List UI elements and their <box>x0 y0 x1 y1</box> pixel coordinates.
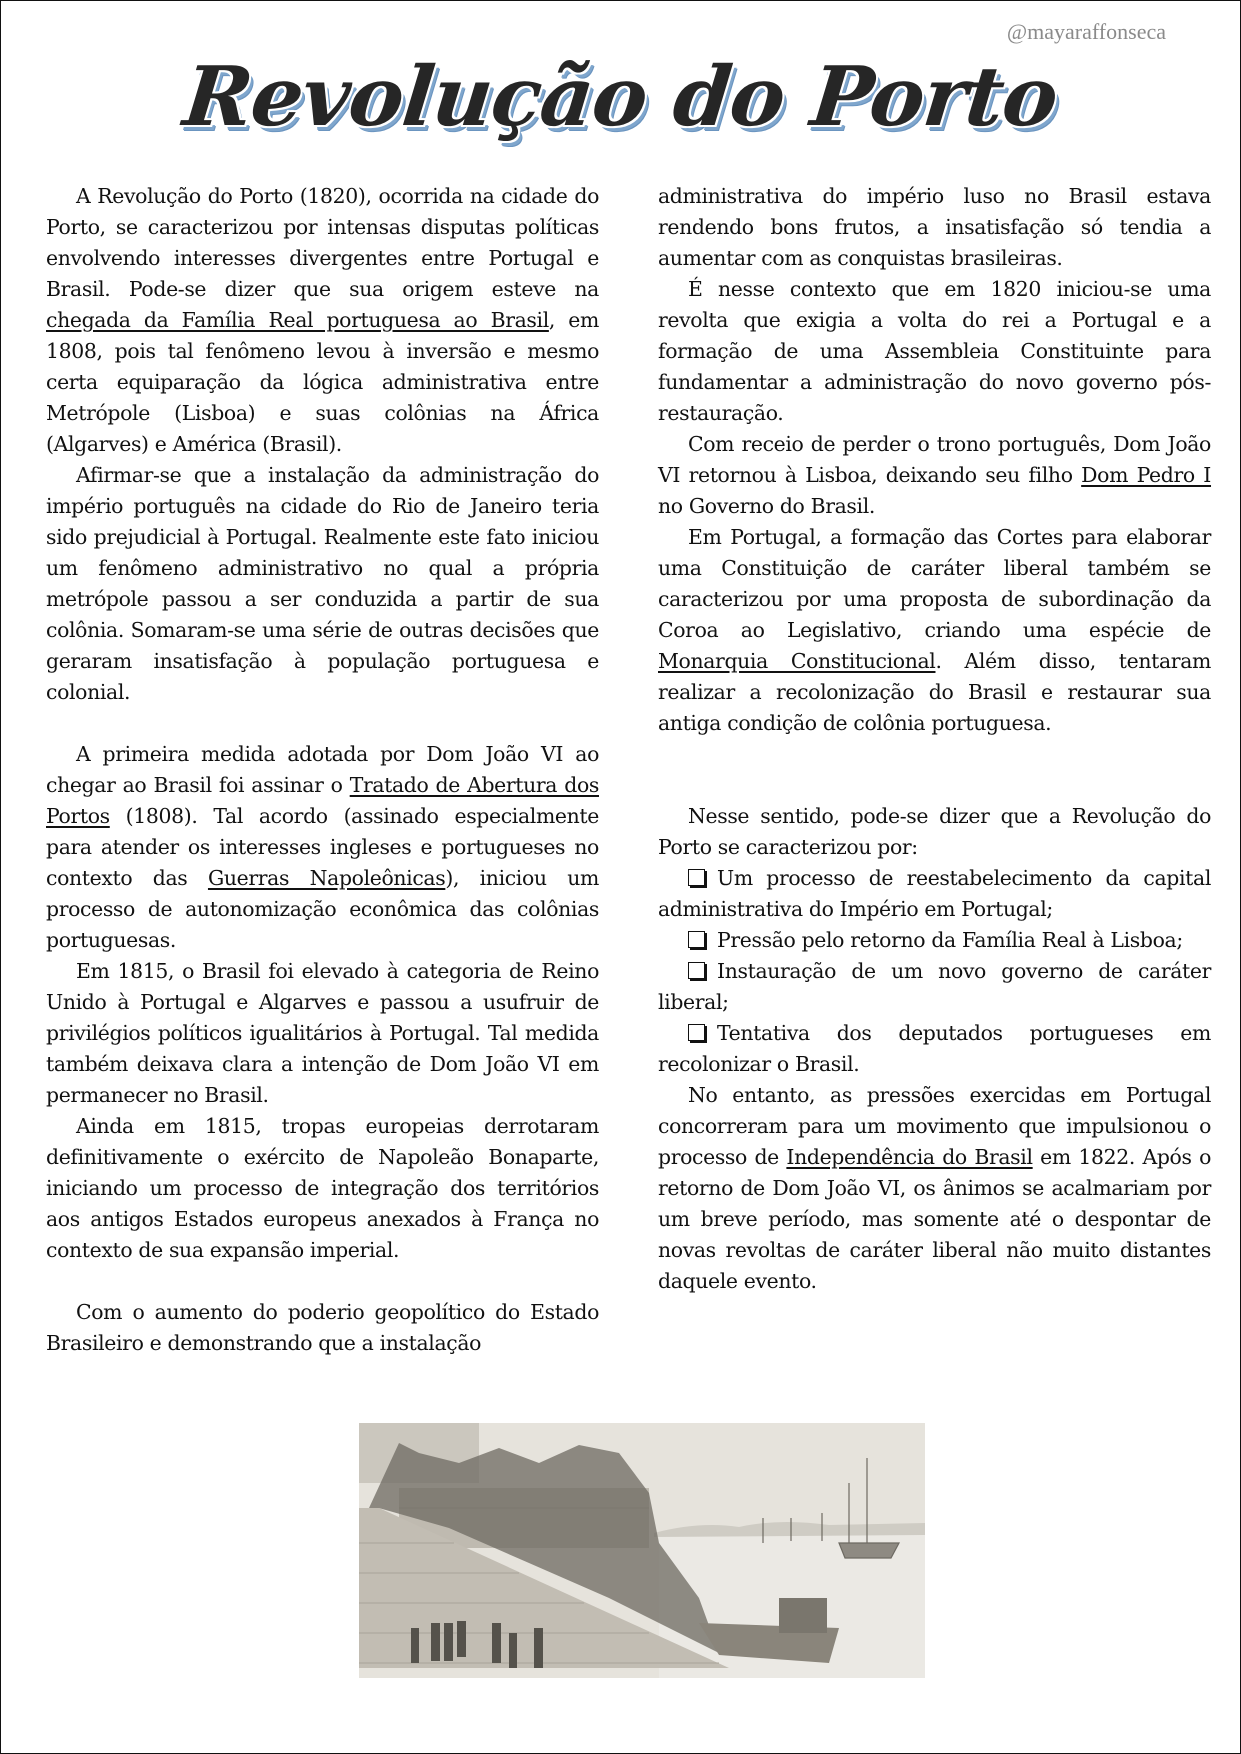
link-tratado-abertura-portos[interactable]: Tratado de Abertura dos Portos <box>46 773 599 828</box>
boat-canopy <box>779 1598 827 1633</box>
right-column <box>658 181 1211 1297</box>
bullet-text: Um processo de reestabelecimento da capital administrativa do Império em Portugal; <box>658 866 1211 921</box>
text: ), iniciou um processo de autonomização econômica das colônias portuguesas. <box>46 866 599 952</box>
paragraph: administrativa do império luso no Brasil estava rendendo bons frutos, a insatisfação só tendia a aumentar com as conquistas brasileiras. <box>658 184 1211 270</box>
text: . Além disso, tentaram realizar a recolonização do Brasil e restaurar sua antiga condição de colônia portuguesa. <box>658 649 1211 735</box>
bullet-item <box>658 956 1211 1018</box>
link-independencia-do-brasil[interactable]: Independência do Brasil <box>786 1145 1033 1169</box>
paragraph <box>46 739 599 956</box>
bullet-text: Tentativa dos deputados portugueses em recolonizar o Brasil. <box>658 1021 1211 1076</box>
link-monarquia-constitucional[interactable]: Monarquia Constitucional <box>658 649 936 673</box>
text: em 1822. Após o retorno de Dom João VI, os ânimos se acalmariam por um breve período, mas somente até o despontar de novas revoltas de caráter liberal não muito distantes daquele evento. <box>658 1145 1211 1293</box>
text: no Governo do Brasil. <box>658 494 876 518</box>
paragraph: Nesse sentido, pode-se dizer que a Revolução do Porto se caracterizou por: <box>658 804 1211 859</box>
paragraph: Em 1815, o Brasil foi elevado à categoria de Reino Unido à Portugal e Algarves e passou a usufruir de privilégios políticos igualitários à Portugal. Tal medida também deixava clara a intenção de Dom João VI em permanecer no Brasil. <box>46 959 599 1107</box>
bullet-item <box>658 1018 1211 1080</box>
link-dom-pedro-i[interactable]: Dom Pedro I <box>1081 463 1212 487</box>
text: Em Portugal, a formação das Cortes para elaborar uma Constituição de caráter liberal também se caracterizou por uma proposta de subordinação da Coroa ao Legislativo, criando uma espécie de <box>658 525 1211 642</box>
bullet-item <box>658 863 1211 925</box>
paragraph <box>46 181 599 460</box>
bullet-item <box>658 925 1211 956</box>
paragraph: Com o aumento do poderio geopolítico do Estado Brasileiro e demonstrando que a instalação <box>46 1300 599 1355</box>
page-title: Revolução do Porto <box>179 49 1062 145</box>
checkbox-bullet-icon <box>688 869 705 886</box>
paragraph <box>658 522 1211 739</box>
bullet-text: Instauração de um novo governo de caráter liberal; <box>658 959 1211 1014</box>
engraving-drawing <box>359 1423 925 1678</box>
author-handle: @mayaraffonseca <box>1006 19 1166 44</box>
paragraph <box>658 1080 1211 1297</box>
left-column <box>46 181 599 1359</box>
checkbox-bullet-icon <box>688 962 705 979</box>
historical-illustration <box>359 1423 925 1678</box>
link-guerras-napoleonicas[interactable]: Guerras Napoleônicas <box>207 866 446 890</box>
text: A Revolução do Porto (1820), ocorrida na cidade do Porto, se caracterizou por intensas disputas políticas envolvendo interesses divergentes entre Portugal e Brasil. Pode-se dizer que sua origem esteve na <box>46 184 599 301</box>
checkbox-bullet-icon <box>688 931 705 948</box>
checkbox-bullet-icon <box>688 1024 705 1041</box>
link-chegada-familia-real[interactable]: chegada da Família Real portuguesa ao Brasil <box>46 308 549 332</box>
text: A primeira medida adotada por Dom João VI ao chegar ao Brasil foi assinar o <box>46 742 599 797</box>
paragraph: Ainda em 1815, tropas europeias derrotaram definitivamente o exército de Napoleão Bonaparte, iniciando um processo de integração dos territórios aos antigos Estados europeus anexados à França no contexto de sua expansão imperial. <box>46 1114 599 1262</box>
text: Com receio de perder o trono português, Dom João VI retornou à Lisboa, deixando seu filho <box>658 432 1211 487</box>
text: No entanto, as pressões exercidas em Portugal concorreram para um movimento que impulsionou o processo de <box>658 1083 1211 1169</box>
text: (1808). Tal acordo (assinado especialmente para atender os interesses ingleses e portugueses no contexto das <box>46 804 599 890</box>
bullet-text: Pressão pelo retorno da Família Real à Lisboa; <box>717 928 1183 952</box>
paragraph <box>658 429 1211 522</box>
text: , em 1808, pois tal fenômeno levou à inversão e mesmo certa equiparação da lógica administrativa entre Metrópole (Lisboa) e suas colônias na África (Algarves) e América (Brasil). <box>46 308 599 456</box>
paragraph: É nesse contexto que em 1820 iniciou-se uma revolta que exigia a volta do rei a Portugal e a formação de uma Assembleia Constituinte para fundamentar a administração do novo governo pós-restauração. <box>658 277 1211 425</box>
paragraph: Afirmar-se que a instalação da administração do império português na cidade do Rio de Janeiro teria sido prejudicial à Portugal. Realmente este fato iniciou um fenômeno administrativo no qual a própria metrópole passou a ser conduzida a partir de sua colônia. Somaram-se uma série de outras decisões que geraram insatisfação à população portuguesa e colonial. <box>46 463 599 704</box>
